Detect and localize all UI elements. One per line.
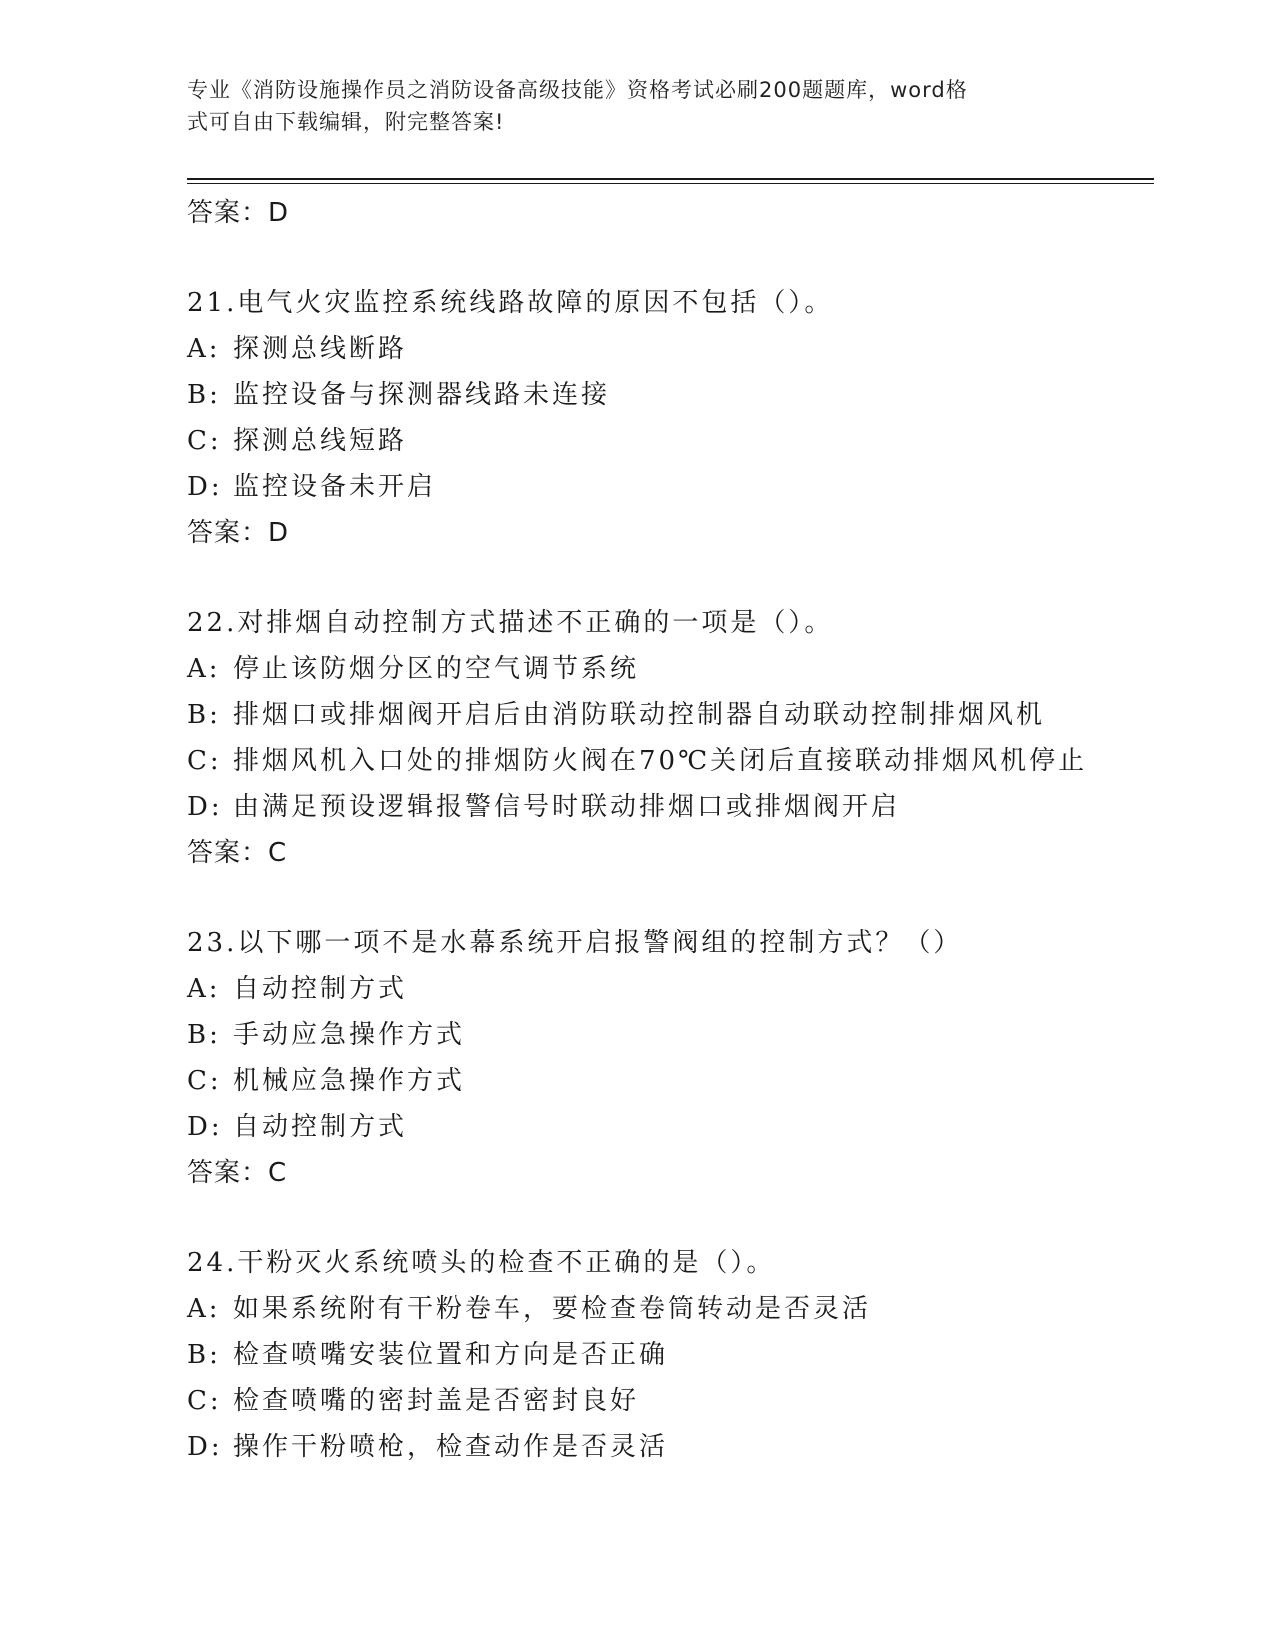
option-text: 自动控制方式 xyxy=(233,974,408,1004)
spacer xyxy=(187,236,1187,280)
option-b xyxy=(187,692,1187,738)
spacer xyxy=(187,876,1187,920)
question-list xyxy=(187,190,1187,1470)
option-text: 如果系统附有干粉卷车，要检查卷筒转动是否灵活 xyxy=(233,1294,872,1324)
option-letter: A: xyxy=(187,334,221,364)
option-letter: D: xyxy=(187,472,223,502)
option-letter: A: xyxy=(187,654,221,684)
option-c xyxy=(187,418,1187,464)
option-text: 检查喷嘴安装位置和方向是否正确 xyxy=(233,1340,669,1370)
answer-line: 答案：C xyxy=(187,838,288,868)
header-rule-thin xyxy=(187,183,1154,184)
question-stem: 22.对排烟自动控制方式描述不正确的一项是（）。 xyxy=(187,608,834,638)
option-letter: B: xyxy=(187,1340,221,1370)
answer-line: 答案：D xyxy=(187,198,290,228)
question-stem: 23.以下哪一项不是水幕系统开启报警阀组的控制方式？（） xyxy=(187,928,963,958)
option-text: 手动应急操作方式 xyxy=(233,1020,466,1050)
option-d xyxy=(187,1424,1187,1470)
option-letter: C: xyxy=(187,1066,222,1096)
option-letter: C: xyxy=(187,746,222,776)
option-d xyxy=(187,1104,1187,1150)
option-letter: D: xyxy=(187,1432,223,1462)
question-block xyxy=(187,1240,1187,1470)
option-letter: C: xyxy=(187,426,222,456)
option-letter: B: xyxy=(187,700,221,730)
option-letter: D: xyxy=(187,1112,223,1142)
option-text: 由满足预设逻辑报警信号时联动排烟口或排烟阀开启 xyxy=(233,792,901,822)
option-text: 自动控制方式 xyxy=(233,1112,408,1142)
question-stem: 24.干粉灭火系统喷头的检查不正确的是（）。 xyxy=(187,1248,776,1278)
option-text: 排烟风机入口处的排烟防火阀在70℃关闭后直接联动排烟风机停止 xyxy=(233,746,1088,776)
option-text: 停止该防烟分区的空气调节系统 xyxy=(233,654,640,684)
option-a xyxy=(187,326,1187,372)
option-a xyxy=(187,1286,1187,1332)
option-c xyxy=(187,1058,1187,1104)
option-letter: C: xyxy=(187,1386,222,1416)
option-b xyxy=(187,1332,1187,1378)
option-letter: A: xyxy=(187,974,221,1004)
spacer xyxy=(187,1196,1187,1240)
option-text: 监控设备未开启 xyxy=(233,472,437,502)
question-stem: 21.电气火灾监控系统线路故障的原因不包括（）。 xyxy=(187,288,834,318)
header-rule-thick xyxy=(187,178,1154,180)
option-a xyxy=(187,966,1187,1012)
option-d xyxy=(187,464,1187,510)
question-block xyxy=(187,280,1187,556)
option-b xyxy=(187,372,1187,418)
option-c xyxy=(187,1378,1187,1424)
option-c xyxy=(187,738,1187,784)
option-letter: B: xyxy=(187,1020,221,1050)
document-header xyxy=(187,74,1067,138)
option-text: 机械应急操作方式 xyxy=(233,1066,466,1096)
option-text: 检查喷嘴的密封盖是否密封良好 xyxy=(233,1386,640,1416)
answer-line: 答案：C xyxy=(187,1158,288,1188)
spacer xyxy=(187,556,1187,600)
answer-line: 答案：D xyxy=(187,518,290,548)
header-line-2: 式可自由下载编辑，附完整答案! xyxy=(187,110,505,134)
option-text: 探测总线短路 xyxy=(233,426,408,456)
question-block xyxy=(187,600,1187,876)
option-text: 排烟口或排烟阀开启后由消防联动控制器自动联动控制排烟风机 xyxy=(233,700,1046,730)
option-letter: A: xyxy=(187,1294,221,1324)
question-block xyxy=(187,920,1187,1196)
option-b xyxy=(187,1012,1187,1058)
header-line-1: 专业《消防设施操作员之消防设备高级技能》资格考试必刷200题题库，word格 xyxy=(187,78,968,102)
option-text: 监控设备与探测器线路未连接 xyxy=(233,380,611,410)
option-letter: B: xyxy=(187,380,221,410)
option-text: 操作干粉喷枪，检查动作是否灵活 xyxy=(233,1432,669,1462)
option-text: 探测总线断路 xyxy=(233,334,408,364)
option-d xyxy=(187,784,1187,830)
option-letter: D: xyxy=(187,792,223,822)
option-a xyxy=(187,646,1187,692)
